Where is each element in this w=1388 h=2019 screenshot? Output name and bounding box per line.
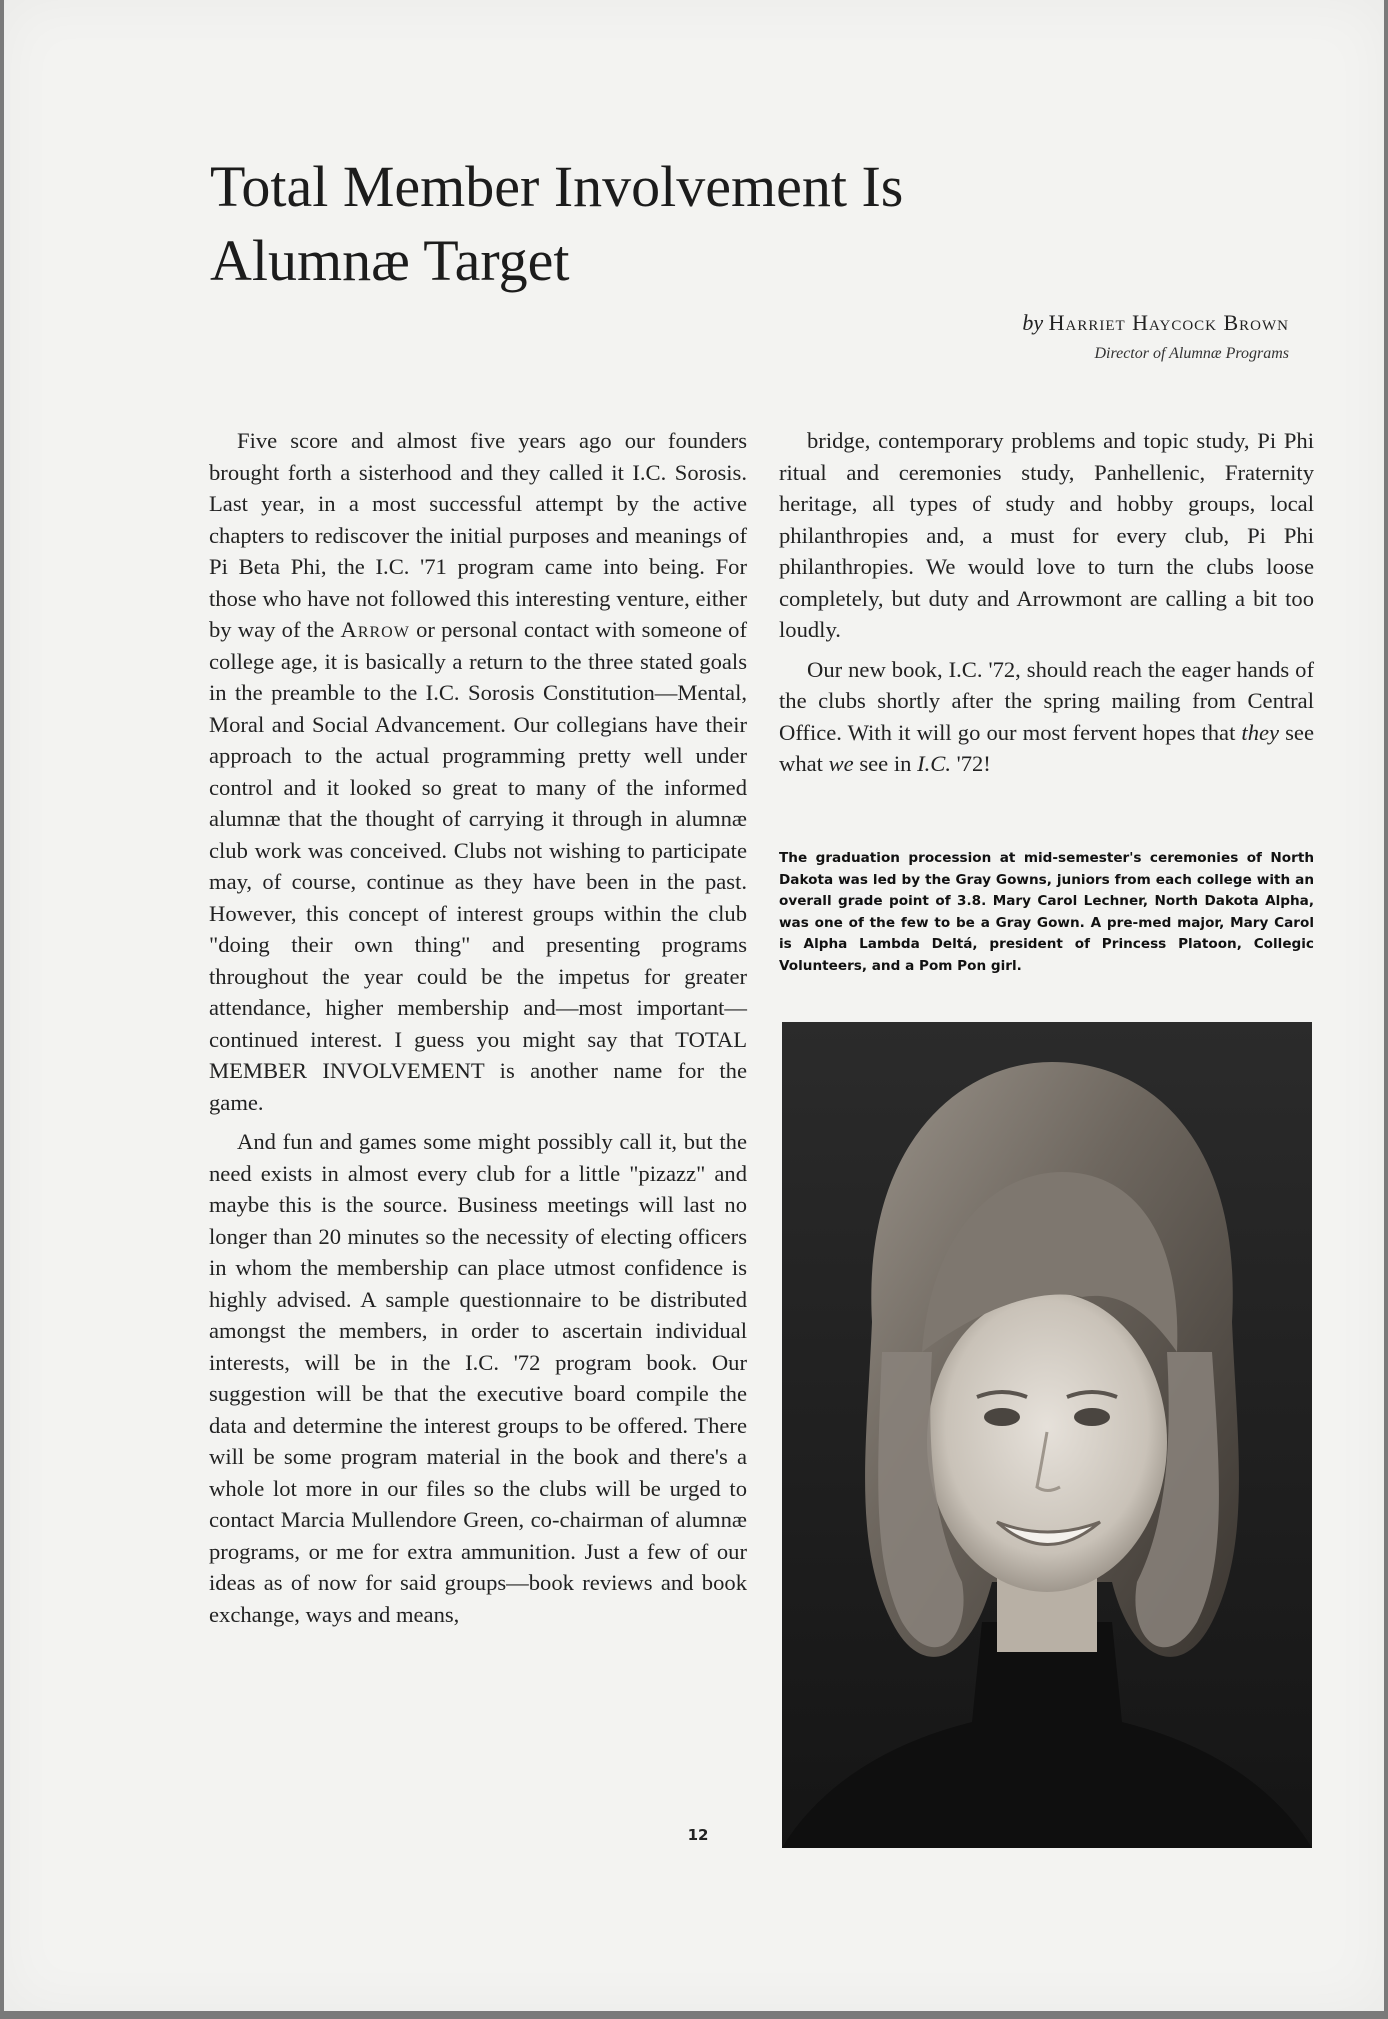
paragraph-4-text-b: see what [779, 719, 1314, 776]
paragraph-4-text-a: Our new book, I.C. '72, should reach the eager hands of the clubs shortly after the spring mailing from Central Office. With it will go our most fervent hopes that [779, 656, 1314, 745]
photo-caption: The graduation procession at mid-semester's ceremonies of North Dakota was led by the Gray Gowns, juniors from each college with an overall grade point of 3.8. Mary Carol Lechner, North Dakota Alpha, was one of the few to be a Gray Gown. A pre-med major, Mary Carol is Alpha Lambda Deltá, president of Princess Platoon, Collegic Volunteers, and a Pom Pon girl. [779, 850, 1314, 974]
paragraph-3: bridge, contemporary problems and topic study, Pi Phi ritual and ceremonies study, Panhellenic, Fraternity heritage, all types of study and hobby groups, local philanthropies and, a must for every club, Pi Phi philanthropies. We would love to turn the clubs loose completely, but duty and Arrowmont are calling a bit too loudly. [779, 428, 1314, 642]
byline-by: by [1022, 310, 1044, 335]
emphasis-we: we [828, 751, 854, 776]
author-name: Harriet Haycock Brown [1048, 310, 1289, 335]
emphasis-they: they [1241, 719, 1280, 745]
paragraph-2: And fun and games some might possibly call it, but the need exists in almost every club for a little "pizazz" and maybe this is the source. Business meetings will last no longer than 20 minutes so the necessity of electing officers in whom the membership can place utmost confidence is highly advised. A sample questionnaire to be distributed amongst the members, in order to ascertain individual interests, will be in the I.C. '72 program book. Our suggestion will be that the executive board compile the data and determine the interest groups to be offered. There will be some program material in the book and there's a whole lot more in our files so the clubs will be urged to contact Marcia Mullendore Green, co-chairman of alumnæ programs, or me for extra ammunition. Just a few of our ideas as of now for said groups—book reviews and book exchange, ways and means, [209, 1129, 747, 1627]
book-title: I.C. [917, 751, 951, 776]
title-line-1: Total Member Involvement Is [210, 154, 904, 219]
right-column [779, 425, 1314, 788]
magazine-page [4, 0, 1384, 2011]
paragraph-4 [779, 654, 1314, 780]
portrait-photo [782, 1022, 1312, 1848]
page-number: 12 [687, 1826, 709, 1844]
arrow-magazine-name: Arrow [340, 617, 410, 642]
paragraph-1-text-a: Five score and almost five years ago our founders brought forth a sisterhood and they called it I.C. Sorosis. Last year, in a most successful attempt by the active chapters to rediscover the initial purposes and meanings of Pi Beta Phi, the I.C. '71 program came into being. For those who have not followed this interesting venture, either by way of the [209, 428, 747, 642]
paragraph-4-text-c: see in [859, 751, 912, 776]
byline [1022, 310, 1289, 336]
title-line-2: Alumnæ Target [210, 228, 570, 293]
paragraph-1-text-b: or personal contact with someone of college age, it is basically a return to the three stated goals in the preamble to the I.C. Sorosis Constitution—Mental, Moral and Social Advancement. Our collegians have their approach to the actual programming pretty well under control and it looked so great to many of the informed alumnæ that the thought of carrying it through in alumnæ club work was conceived. Clubs not wishing to participate may, of course, continue as they have been in the past. However, this concept of interest groups within the club "doing their own thing" and presenting programs throughout the year could be the impetus for greater attendance, higher membership and—most important—continued interest. I guess you might say that TOTAL MEMBER INVOLVEMENT is another name for the game. [209, 617, 748, 1115]
portrait-image [782, 1022, 1312, 1848]
article-title [210, 150, 1110, 298]
left-column [209, 425, 747, 1638]
paragraph-4-text-d: '72! [956, 751, 991, 776]
author-role: Director of Alumnæ Programs [1094, 345, 1289, 362]
paragraph-1 [209, 425, 747, 1118]
